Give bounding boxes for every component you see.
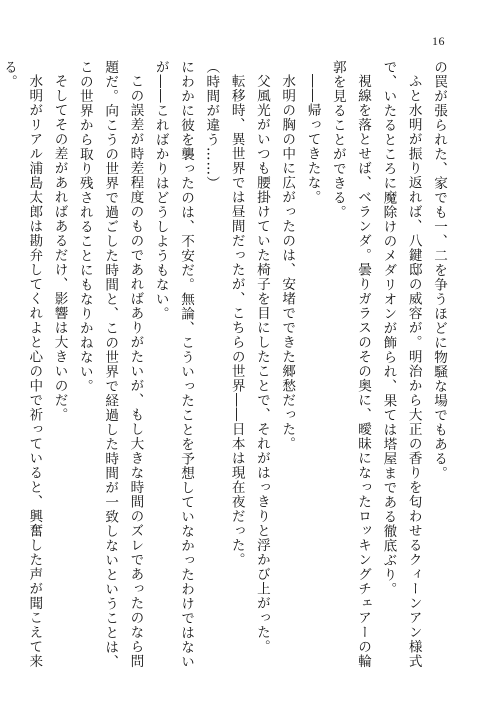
paragraph: 水明がリアル浦島太郎は勘弁してくれよと心の中で祈っていると、興奮した声が聞こえて来る。 xyxy=(0,60,43,669)
paragraph: の罠が張られた、家でも一、二を争うほどに物騒な場でもある。 xyxy=(431,60,447,481)
paragraph: 視線を落とせば、ベランダ。曇りガラスのその奥に、曖昧になったロッキングチェアーの輪郭を見ることができる。 xyxy=(329,60,372,669)
paragraph: この誤差が時差程度のものであればありがたいが、もし大きな時間のズレであったのなら問題だ。向こうの世界で過ごした時間と、この世界で経過した時間が一致しないということは、この世界から取り残されることにもなりかねない。 xyxy=(76,60,144,669)
body-text xyxy=(0,60,451,680)
paragraph: そしてその差があればあるだけ、影響は大きいのだ。 xyxy=(51,73,68,422)
paragraph: ふと水明が振り返れば、八鍵邸の威容が。明治から大正の香りを匂わせるクィーンアン様式で、いたるところに魔除けのメダリオンが飾られ、果ては塔屋まである徹底ぶり。 xyxy=(380,60,422,669)
paragraph: にわかに彼を襲ったのは、不安だ。無論、こういったことを予想していなかったわけではないが――こればかりはどうしようもない。 xyxy=(152,60,195,669)
page-number: 16 xyxy=(432,34,445,48)
paragraph: 父風光がいつも腰掛けていた椅子を目にしたことで、それがはっきりと浮かび上がった。 xyxy=(253,73,270,654)
paragraph: 転移時、異世界では昼間だったが、こちらの世界――日本は現在夜だった。 xyxy=(228,73,245,567)
paragraph: 水明の胸の中に広がったのは、安堵でできた郷愁だった。 xyxy=(279,73,296,451)
paragraph: ――帰ってきたな。 xyxy=(304,73,321,205)
paragraph: （時間が違う……） xyxy=(203,60,220,191)
